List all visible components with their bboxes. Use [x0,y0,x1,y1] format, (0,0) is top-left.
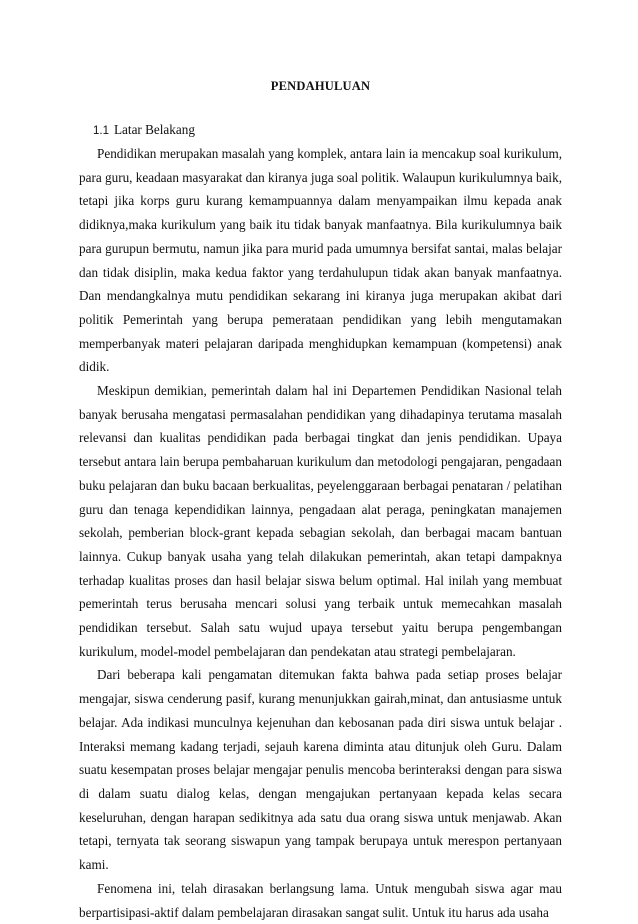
body-text [79,142,562,924]
paragraph-2: Meskipun demikian, pemerintah dalam hal ini Departemen Pendidikan Nasional telah banyak berusaha mengatasi permasalahan pendidikan yang dihadapinya terutama masalah relevansi dan kualitas pendidikan pada berbagai tingkat dan jenis pendidikan. Upaya tersebut antara lain berupa pembaharuan kurikulum dan metodologi pengajaran, pengadaan buku pelajaran dan buku bacaan berkualitas, peyelenggaraan berbagai penataran / pelatihan guru dan tenaga kependidikan lainnya, pengadaan alat peraga, peningkatan manajemen sekolah, pemberian block-grant kepada sebagian sekolah, dan berbagai macam bantuan lainnya. Cukup banyak usaha yang telah dilakukan pemerintah, akan tetapi dampaknya terhadap kualitas proses dan hasil belajar siswa belum optimal. Hal inilah yang membuat pemerintah terus berusaha mencari solusi yang terbaik untuk memecahkan masalah pendidikan tersebut. Salah satu wujud upaya tersebut yaitu berupa pengembangan kurikulum, model-model pembelajaran dan pendekatan atau strategi pembelajaran. [79,383,562,659]
paragraph-4: Fenomena ini, telah dirasakan berlangsung lama. Untuk mengubah siswa agar mau berpartisipasi-aktif dalam pembelajaran dirasakan sangat sulit. Untuk itu harus ada usaha [79,880,562,920]
chapter-title: PENDAHULUAN [270,79,371,93]
section-heading-text: Latar Belakang [114,122,195,137]
paragraph-1: Pendidikan merupakan masalah yang komplek, antara lain ia mencakup soal kurikulum, para guru, keadaan masyarakat dan kiranya juga soal politik. Walaupun kurikulumnya baik, tetapi jika korps guru kurang kemampuannya dalam menyampaikan ilmu kepada anak didiknya,maka kurikulum yang baik itu tidak banyak manfaatnya. Bila kurikulumnya baik para gurupun bermutu, namun jika para murid pada umumnya bersifat santai, malas belajar dan tidak disiplin, maka kedua faktor yang terdahulupun tidak akan banyak manfaatnya. Dan mendangkalnya mutu pendidikan sekarang ini kiranya juga merupakan akibat dari politik Pemerintah yang berupa pemerataan pendidikan yang lebih mengutamakan memperbanyak materi pelajaran daripada menghidupkan kemampuan (kompetensi) anak didik. [79,146,562,375]
paragraph-3: Dari beberapa kali pengamatan ditemukan fakta bahwa pada setiap proses belajar mengajar, siswa cenderung pasif, kurang menunjukkan gairah,minat, dan antusiasme untuk belajar. Ada indikasi munculnya kejenuhan dan kebosanan pada diri siswa untuk belajar . Interaksi memang kadang terjadi, sejauh karena diminta atau ditunjuk oleh Guru. Dalam suatu kesempatan proses belajar mengajar penulis mencoba berinteraksi dengan para siswa di dalam suatu dialog kelas, dengan mengajukan pertanyaan kepada kelas secara keseluruhan, dengan harapan sedikitnya ada satu dua orang siswa untuk menjawab. Akan tetapi, ternyata tak seorang siswapun yang tampak berupaya untuk merespon pertanyaan kami. [79,667,562,873]
section-heading [93,121,195,140]
section-number: 1.1 [93,125,109,137]
